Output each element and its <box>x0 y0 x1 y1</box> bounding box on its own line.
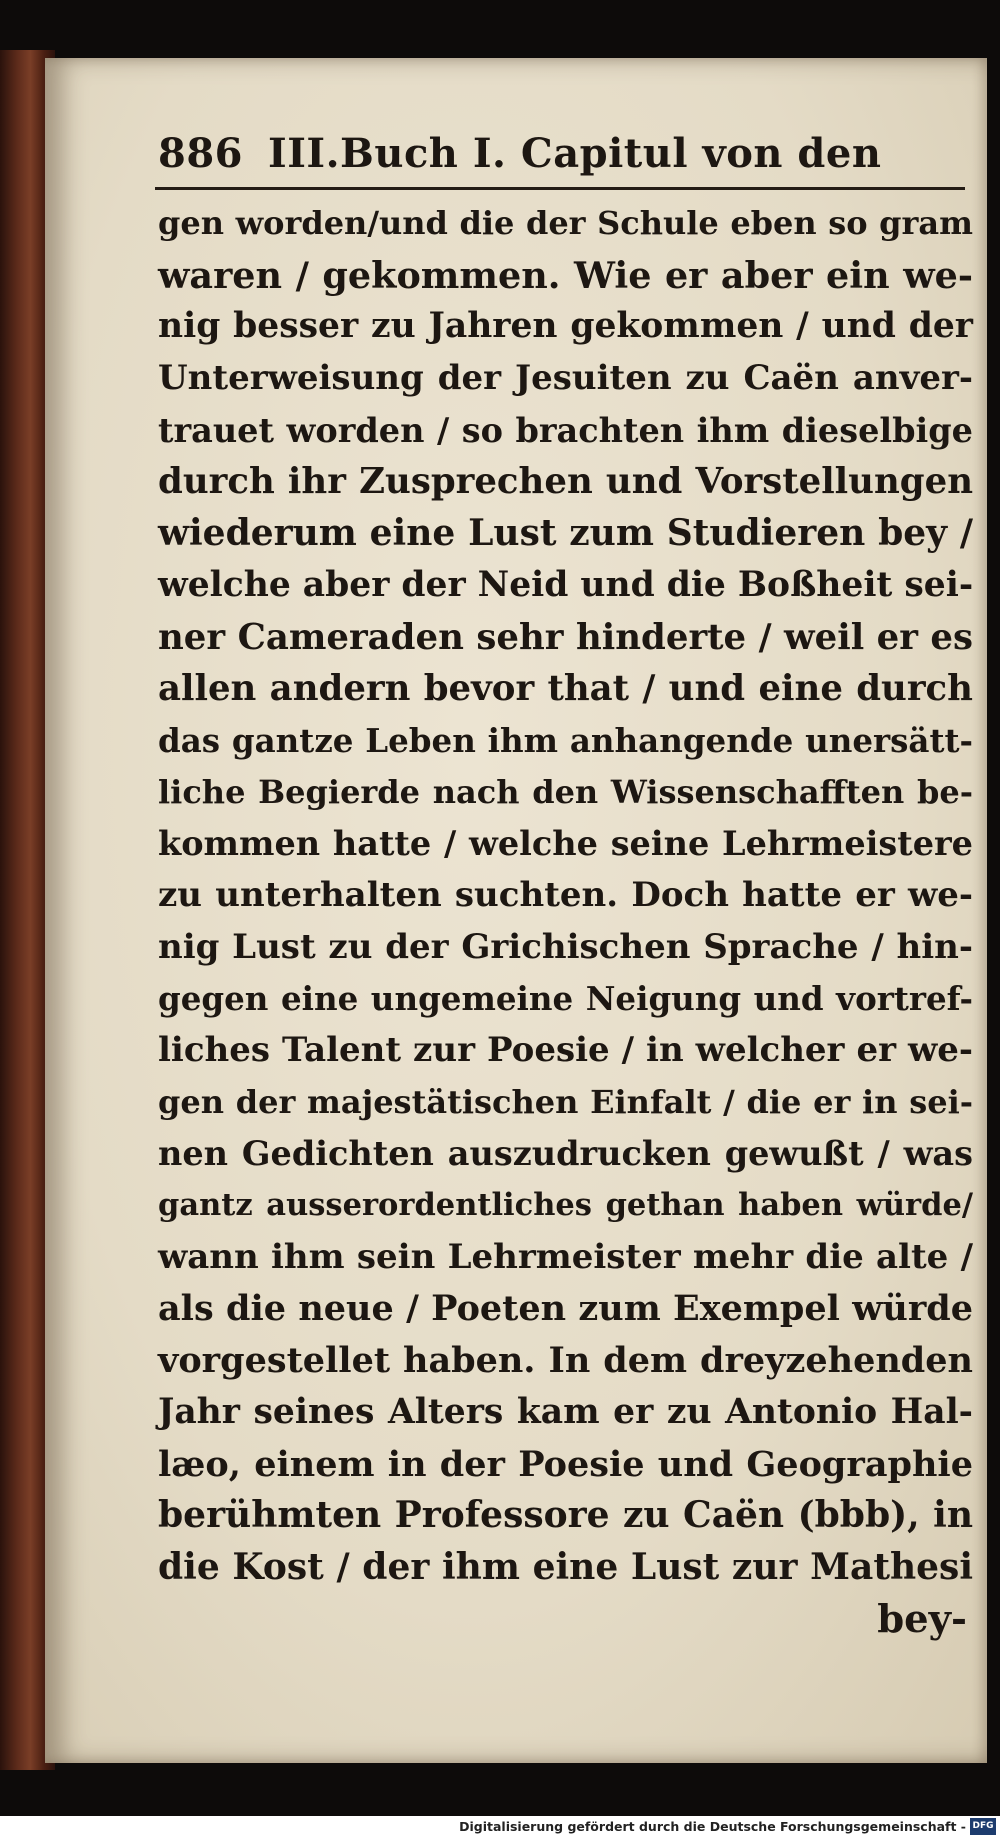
text-line: Jahr seines Alters kam er zu Antonio Hal- <box>158 1391 973 1432</box>
catchword: bey- <box>877 1596 967 1642</box>
text-line: kommen hatte / welche seine Lehrmeistere <box>158 824 973 864</box>
text-line: als die neue / Poeten zum Exempel würde <box>158 1288 973 1330</box>
text-line: læo, einem in der Poesie und Geographie <box>158 1443 973 1485</box>
text-line: trauet worden / so brachten ihm dieselbige <box>158 410 973 450</box>
footer-bar <box>0 1816 1000 1838</box>
body-text <box>158 198 973 1645</box>
text-line: gen worden/und die der Schule eben so gram <box>158 204 973 242</box>
text-line: waren / gekommen. Wie er aber ein we- <box>158 253 973 297</box>
header-rule <box>155 187 965 190</box>
text-line: wann ihm sein Lehrmeister mehr die alte / <box>158 1236 973 1277</box>
text-line: gegen eine ungemeine Neigung und vortref- <box>158 979 973 1019</box>
text-line: ner Cameraden sehr hinderte / weil er es <box>158 616 973 658</box>
text-line: gen der majestätischen Einfalt / die er in sei- <box>158 1082 973 1121</box>
text-line: liches Talent zur Poesie / in welcher er we- <box>158 1030 973 1070</box>
text-line: liche Begierde nach den Wissenschafften be- <box>158 772 973 811</box>
text-line: vorgestellet haben. In dem dreyzehenden <box>158 1340 973 1382</box>
text-line: Unterweisung der Jesuiten zu Caën anver- <box>158 358 973 399</box>
running-head: III.Buch I. Capitul von den <box>268 130 882 177</box>
text-line: welche aber der Neid und die Boßheit sei- <box>158 564 974 605</box>
dfg-logo: DFG <box>970 1818 996 1835</box>
text-line: allen andern bevor that / und eine durch <box>158 668 973 710</box>
text-line: wiederum eine Lust zum Studieren bey / <box>158 512 973 555</box>
text-line: berühmten Professore zu Caën (bbb), in <box>158 1494 973 1537</box>
text-line: das gantze Leben ihm anhangende unersätt- <box>158 720 973 760</box>
text-line: nig besser zu Jahren gekommen / und der <box>158 306 973 347</box>
page-number: 886 <box>158 130 243 177</box>
text-line: nig Lust zu der Grichischen Sprache / hin- <box>158 926 973 967</box>
funding-credit: Digitalisierung gefördert durch die Deutsche Forschungsgemeinschaft - <box>459 1819 966 1834</box>
text-line: zu unterhalten suchten. Doch hatte er we- <box>158 874 973 915</box>
text-line: durch ihr Zusprechen und Vorstellungen <box>158 461 973 503</box>
text-line: die Kost / der ihm eine Lust zur Mathesi <box>158 1545 973 1588</box>
page-header <box>158 126 958 182</box>
text-line: gantz ausserordentliches gethan haben würde/ <box>158 1187 973 1224</box>
text-line: nen Gedichten auszudrucken gewußt / was <box>158 1134 973 1174</box>
